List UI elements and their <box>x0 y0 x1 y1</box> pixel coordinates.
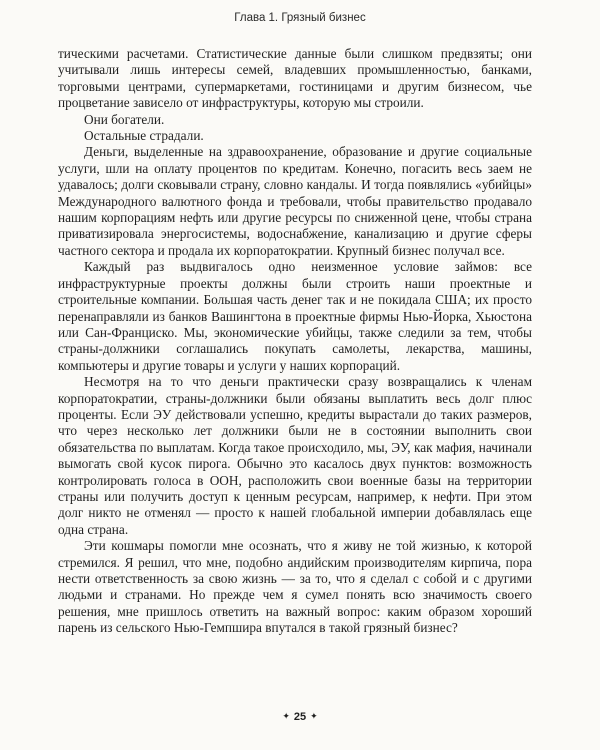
paragraph: тическими расчетами. Статистические данные были слишком предвзяты; они учитывали лишь интересы семей, владевших промышленностью, банками, торговыми центрами, супермаркетами, гостиницами и другим бизнесом, чье процветание зависело от инфраструктуры, которую мы строили. <box>58 46 532 111</box>
page-number: 25 <box>293 711 307 723</box>
paragraph: Они богатели. <box>84 111 165 127</box>
ornament-icon: ✦ <box>282 711 290 721</box>
running-header <box>0 12 600 24</box>
ornament-icon: ✦ <box>310 711 318 721</box>
paragraph: Несмотря на то что деньги практически сразу возвращались к членам корпоратократии, страны-должники были обязаны выплатить весь долг плюс проценты. Если ЭУ действовали успешно, кредиты вырастали до таких размеров, что через несколько лет должники были не в состоянии выполнить свои обязательства по выплатам. Когда такое происходило, мы, ЭУ, как мафия, начинали вымогать свой кусок пирога. Обычно это касалось двух пунктов: возможность контролировать голоса в ООН, расположить свои военные базы на территории страны или получить доступ к ценным ресурсам, например, к нефти. При этом долг никто не отменял — просто к нашей глобальной империи добавлялась еще одна страна. <box>58 374 532 537</box>
paragraph: Деньги, выделенные на здравоохранение, образование и другие социальные услуги, шли на оплату процентов по кредитам. Конечно, погасить весь заем не удавалось; долги сковывали страну, словно кандалы. И тогда появлялись «убийцы» Международного валютного фонда и требовали, чтобы правительство продавало нашим корпорациям нефть или другие ресурсы по сниженной цене, чтобы страна приватизировала энергосистемы, водоснабжение, канализацию и другие сферы частного сектора и продала их корпоратократии. Крупный бизнес получал все. <box>58 144 532 258</box>
paragraph: Каждый раз выдвигалось одно неизменное условие займов: все инфраструктурные проекты должны были строить наши проектные и строительные компании. Большая часть денег так и не покидала США; их просто перенаправляли из банков Вашингтона в проектные фирмы Нью-Йорка, Хьюстона или Сан-Франциско. Мы, экономические убийцы, также следили за тем, чтобы страны-должники соглашались покупать самолеты, лекарства, машины, компьютеры и другие товары и услуги у наших корпораций. <box>58 259 532 373</box>
body-text <box>58 46 532 637</box>
paragraph: Эти кошмары помогли мне осознать, что я живу не той жизнью, к которой стремился. Я решил, что мне, подобно андийским производителям кирпича, пора нести ответственность за свою жизнь — за то, что я сделал с собой и с другими людьми и странами. Но прежде чем я сумел понять всю значимость своего решения, мне пришлось ответить на важный вопрос: каким образом хороший парень из сельского Нью-Гемпшира впутался в такой грязный бизнес? <box>58 538 532 636</box>
page-footer <box>0 711 600 723</box>
paragraph: Остальные страдали. <box>84 128 204 144</box>
chapter-title: Глава 1. Грязный бизнес <box>234 12 366 24</box>
